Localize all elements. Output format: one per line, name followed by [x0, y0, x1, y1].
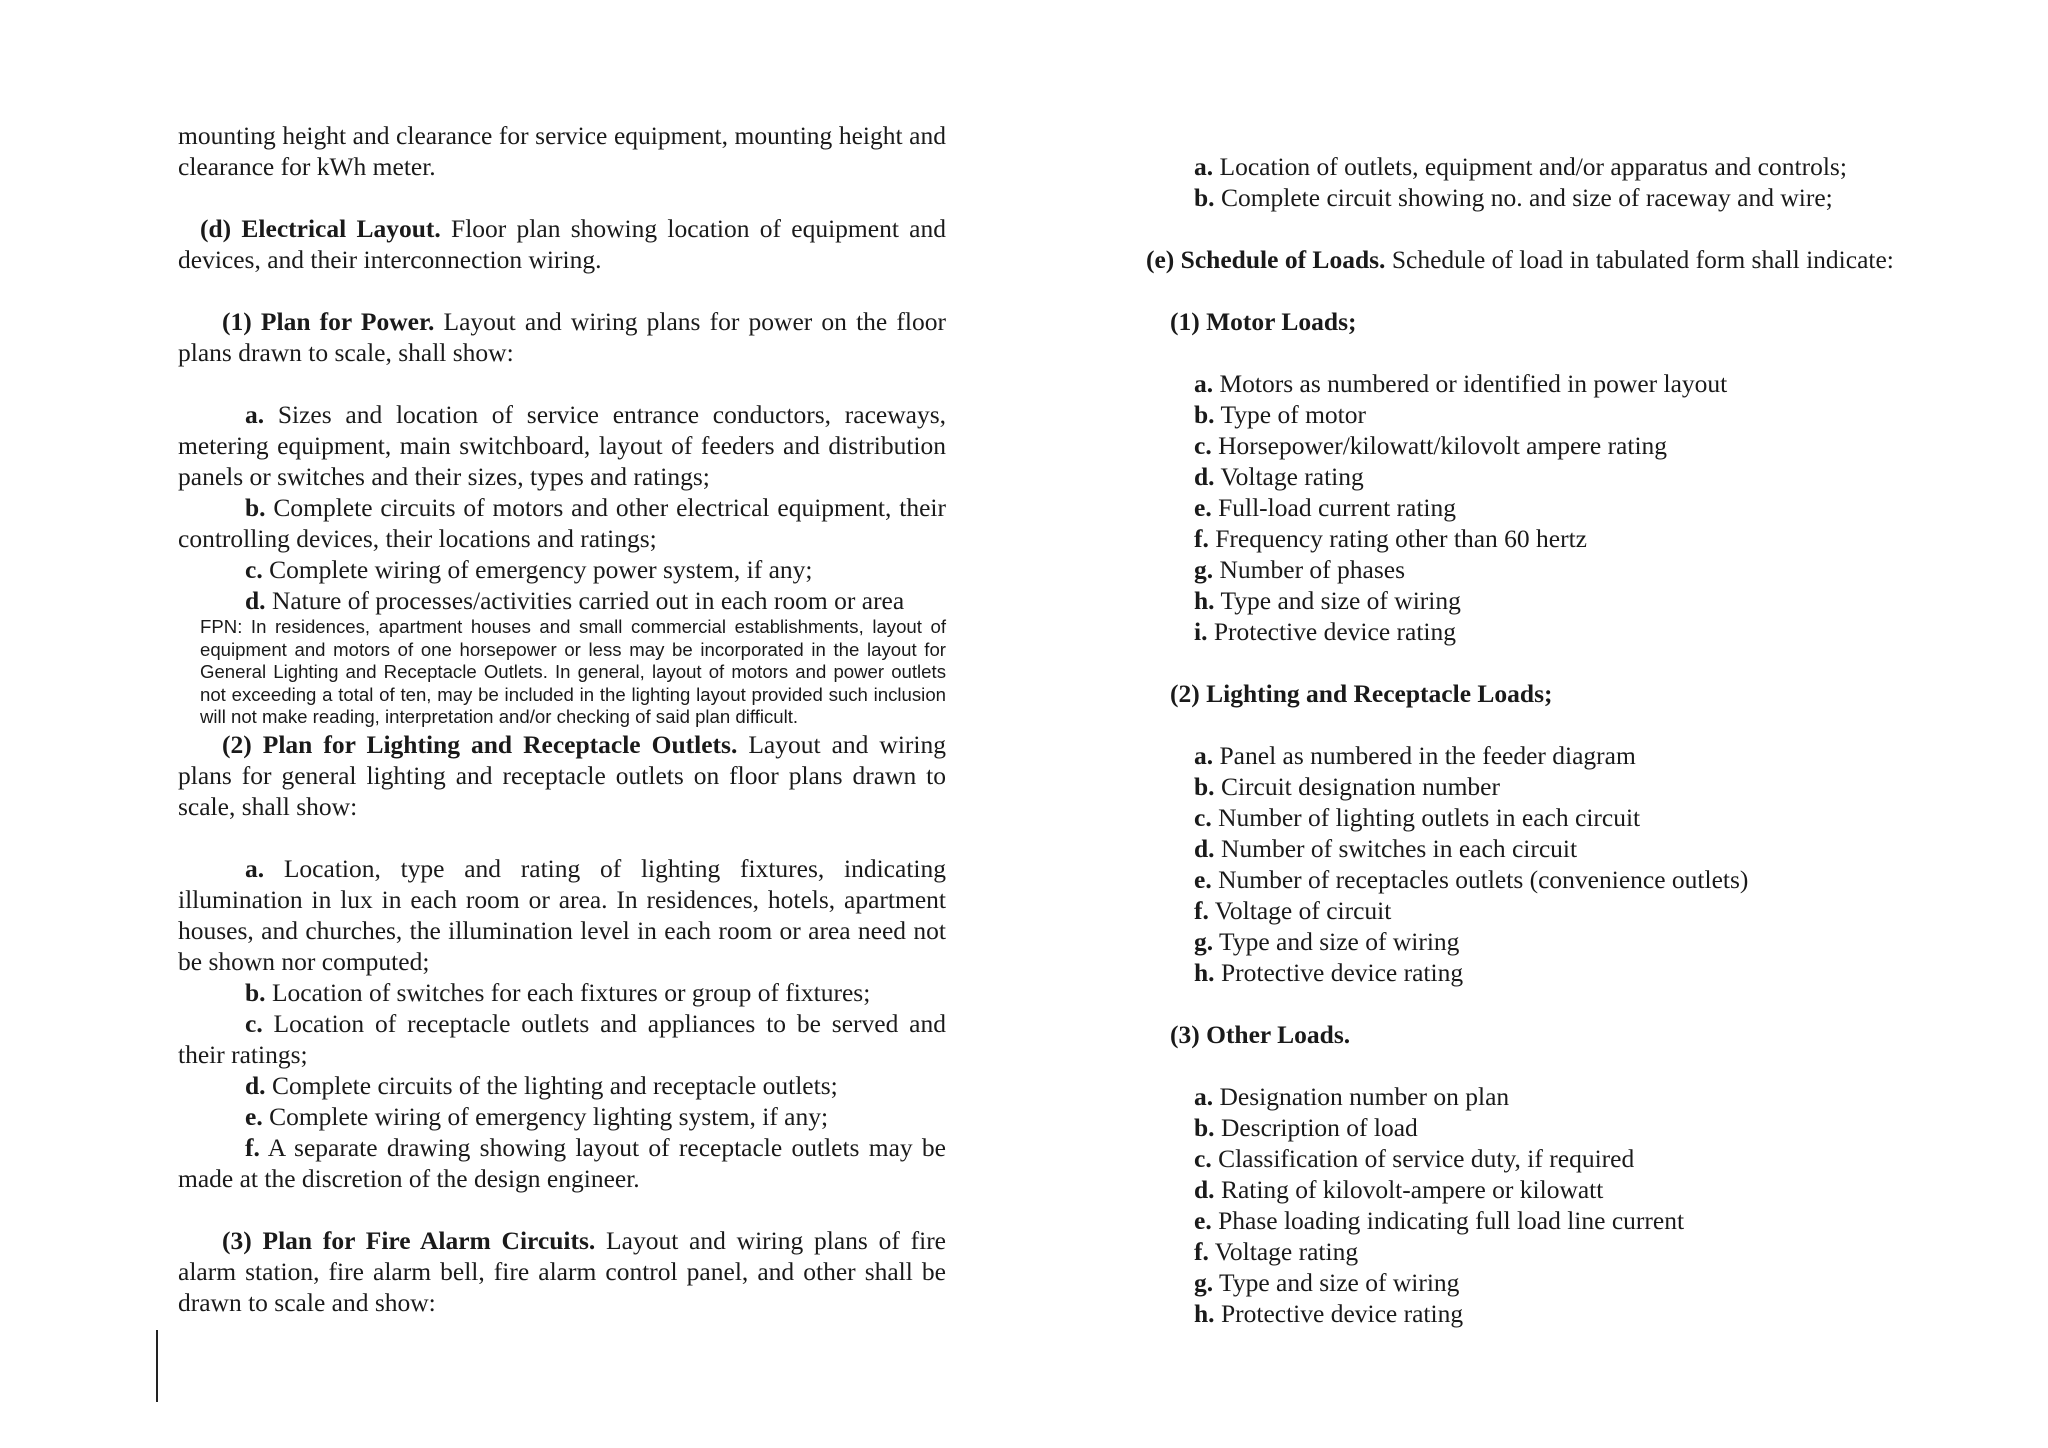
other-load-item: e. Phase loading indicating full load line current	[1194, 1206, 1685, 1235]
lighting-item-a: a. Location, type and rating of lighting fixtures, indicating illumination in lux in each room or area. In residences, hotels, apartment houses, and churches, the illumination level in each room or area need not be shown nor computed;	[178, 853, 946, 976]
lighting-item-b: b. Location of switches for each fixtures or group of fixtures;	[245, 977, 871, 1007]
lighting-item-e: e. Complete wiring of emergency lighting system, if any;	[245, 1101, 829, 1131]
paragraph-continuation: mounting height and clearance for service equipment, mounting height and clearance for kWh meter.	[178, 121, 946, 181]
motor-load-item: i. Protective device rating	[1194, 617, 1456, 646]
other-load-item: h. Protective device rating	[1194, 1299, 1464, 1328]
power-item-c: c. Complete wiring of emergency power system, if any;	[245, 555, 813, 584]
motor-load-item: e. Full-load current rating	[1194, 493, 1457, 522]
other-load-item: g. Type and size of wiring	[1194, 1268, 1460, 1297]
other-load-item: c. Classification of service duty, if required	[1194, 1144, 1635, 1173]
section-e-heading: (e) Schedule of Loads.	[1146, 245, 1386, 274]
plan-lighting-paragraph: (2) Plan for Lighting and Receptacle Outlets. Layout and wiring plans for general lighting and receptacle outlets on floor plans drawn to scale, shall show:	[178, 729, 946, 821]
other-load-item: f. Voltage rating	[1194, 1237, 1359, 1266]
lighting-load-item: c. Number of lighting outlets in each circuit	[1194, 803, 1641, 832]
section-e-paragraph: (e) Schedule of Loads. Schedule of load in tabulated form shall indicate:	[1146, 245, 1894, 274]
fpn-note: FPN: In residences, apartment houses and small commercial establishments, layout of equipment and motors of one horsepower or less may be incorporated in the layout for General Lighting and Receptacle Outlets. In general, layout of motors and power outlets not exceeding a total of ten, may be included in the lighting layout provided such inclusion will not make reading, interpretation and/or checking of said plan difficult.	[200, 616, 946, 727]
motor-load-item: c. Horsepower/kilowatt/kilovolt ampere rating	[1194, 431, 1668, 460]
lighting-load-item: d. Number of switches in each circuit	[1194, 834, 1578, 863]
lighting-load-item: e. Number of receptacles outlets (convenience outlets)	[1194, 865, 1749, 894]
lighting-load-item: a. Panel as numbered in the feeder diagram	[1194, 741, 1636, 770]
plan-fire-alarm-paragraph: (3) Plan for Fire Alarm Circuits. Layout and wiring plans of fire alarm station, fire alarm bell, fire alarm control panel, and other shall be drawn to scale and show:	[178, 1225, 947, 1317]
lighting-load-item: g. Type and size of wiring	[1194, 927, 1460, 956]
lighting-load-item: b. Circuit designation number	[1194, 772, 1500, 801]
motor-load-item: d. Voltage rating	[1194, 462, 1364, 491]
plan-power-paragraph: (1) Plan for Power. Layout and wiring plans for power on the floor plans drawn to scale, shall show:	[178, 307, 946, 367]
motor-loads-heading: (1) Motor Loads;	[1170, 307, 1357, 336]
lighting-loads-list	[1126, 740, 1896, 988]
fire-item-b: b. Complete circuit showing no. and size of raceway and wire;	[1194, 183, 1833, 212]
motor-load-item: a. Motors as numbered or identified in power layout	[1194, 369, 1728, 398]
power-item-b: b. Complete circuits of motors and other electrical equipment, their controlling devices, their locations and ratings;	[178, 493, 946, 553]
lighting-item-d: d. Complete circuits of the lighting and receptacle outlets;	[245, 1070, 838, 1100]
other-load-item: d. Rating of kilovolt-ampere or kilowatt	[1194, 1175, 1604, 1204]
other-loads-list	[1126, 1081, 1896, 1329]
plan-fire-alarm-heading: (3) Plan for Fire Alarm Circuits.	[222, 1225, 596, 1255]
lighting-load-item: f. Voltage of circuit	[1194, 896, 1392, 925]
revision-bar	[156, 1330, 158, 1402]
section-d-paragraph: (d) Electrical Layout. Floor plan showing location of equipment and devices, and their interconnection wiring.	[178, 214, 946, 274]
plan-power-heading: (1) Plan for Power.	[222, 307, 435, 336]
left-column	[178, 120, 946, 1318]
motor-load-item: f. Frequency rating other than 60 hertz	[1194, 524, 1587, 553]
lighting-loads-heading: (2) Lighting and Receptacle Loads;	[1170, 679, 1553, 708]
motor-load-item: b. Type of motor	[1194, 400, 1366, 429]
right-column	[1126, 151, 1896, 1329]
other-loads-heading: (3) Other Loads.	[1170, 1020, 1351, 1049]
power-item-d: d. Nature of processes/activities carried out in each room or area	[245, 586, 905, 615]
other-load-item: b. Description of load	[1194, 1113, 1418, 1142]
lighting-item-f: f. A separate drawing showing layout of receptacle outlets may be made at the discretion of the design engineer.	[178, 1132, 946, 1193]
plan-lighting-heading: (2) Plan for Lighting and Receptacle Outlets.	[222, 729, 738, 759]
other-load-item: a. Designation number on plan	[1194, 1082, 1510, 1111]
motor-loads-list	[1126, 368, 1896, 647]
fire-item-a: a. Location of outlets, equipment and/or apparatus and controls;	[1194, 152, 1847, 181]
lighting-load-item: h. Protective device rating	[1194, 958, 1464, 987]
motor-load-item: h. Type and size of wiring	[1194, 586, 1461, 615]
section-d-heading: (d) Electrical Layout.	[200, 214, 441, 243]
motor-load-item: g. Number of phases	[1194, 555, 1406, 584]
lighting-item-c: c. Location of receptacle outlets and appliances to be served and their ratings;	[178, 1008, 946, 1069]
power-item-a: a. Sizes and location of service entrance conductors, raceways, metering equipment, main switchboard, layout of feeders and distribution panels or switches and their sizes, types and ratings;	[178, 400, 946, 491]
